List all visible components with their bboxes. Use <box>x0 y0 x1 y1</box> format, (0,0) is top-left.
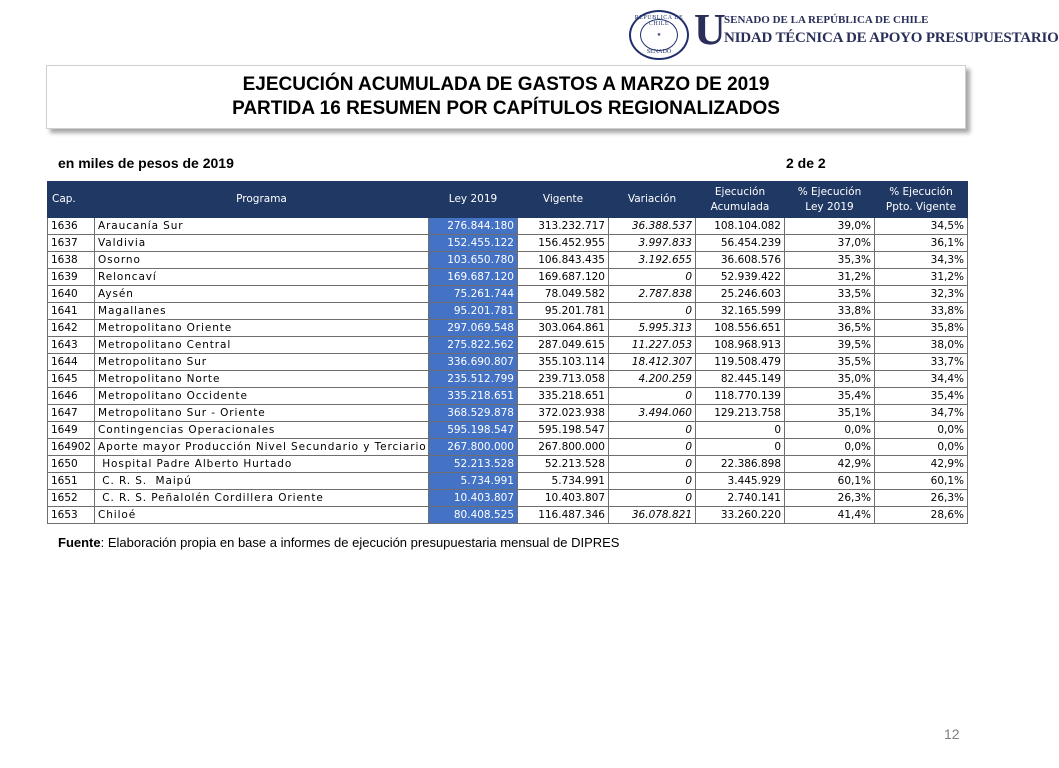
cell-ley: 336.690.807 <box>429 354 518 371</box>
cell-ley: 75.261.744 <box>429 286 518 303</box>
cell-pct-ley: 35,3% <box>785 252 875 269</box>
seal-bottom-text: SENADO <box>646 49 672 55</box>
brand-line-2: NIDAD TÉCNICA DE APOYO PRESUPUESTARIO <box>724 30 1059 46</box>
source-label: Fuente <box>58 535 101 550</box>
cell-vigente: 52.213.528 <box>518 456 609 473</box>
seal-top-text: REPÚBLICA DE CHILE <box>634 15 684 27</box>
cell-programa: Aporte mayor Producción Nivel Secundario y Terciario <box>95 439 429 456</box>
cell-ley: 368.529.878 <box>429 405 518 422</box>
table-body <box>48 218 968 524</box>
cell-vigente: 106.843.435 <box>518 252 609 269</box>
cell-programa: Hospital Padre Alberto Hurtado <box>95 456 429 473</box>
cell-pct-ley: 33,5% <box>785 286 875 303</box>
cell-ejecucion: 118.770.139 <box>696 388 785 405</box>
cell-cap: 1652 <box>48 490 95 507</box>
cell-pct-ley: 35,4% <box>785 388 875 405</box>
cell-ley: 276.844.180 <box>429 218 518 235</box>
cell-pct-ley: 39,5% <box>785 337 875 354</box>
cell-programa: Araucanía Sur <box>95 218 429 235</box>
cell-ejecucion: 108.104.082 <box>696 218 785 235</box>
col-programa-header: Programa <box>95 182 429 218</box>
cell-pct-ley: 35,5% <box>785 354 875 371</box>
units-label: en miles de pesos de 2019 <box>58 155 234 171</box>
cell-ejecucion: 82.445.149 <box>696 371 785 388</box>
table-row <box>48 371 968 388</box>
cell-ley: 5.734.991 <box>429 473 518 490</box>
col-ley-header: Ley 2019 <box>429 182 518 218</box>
cell-vigente: 355.103.114 <box>518 354 609 371</box>
cell-ley: 297.069.548 <box>429 320 518 337</box>
cell-pct-vigente: 34,5% <box>875 218 968 235</box>
cell-pct-vigente: 34,3% <box>875 252 968 269</box>
cell-programa: Metropolitano Sur - Oriente <box>95 405 429 422</box>
cell-variacion: 0 <box>609 269 696 286</box>
cell-pct-vigente: 31,2% <box>875 269 968 286</box>
cell-cap: 1645 <box>48 371 95 388</box>
cell-variacion: 3.997.833 <box>609 235 696 252</box>
table-row <box>48 252 968 269</box>
table-row <box>48 235 968 252</box>
cell-programa: Metropolitano Central <box>95 337 429 354</box>
cell-ley: 152.455.122 <box>429 235 518 252</box>
table-row <box>48 354 968 371</box>
brand-line-1: SENADO DE LA REPÚBLICA DE CHILE <box>724 14 929 26</box>
cell-ejecucion: 22.386.898 <box>696 456 785 473</box>
table-row <box>48 473 968 490</box>
cell-ejecucion: 108.556.651 <box>696 320 785 337</box>
col-pct-vigente-header-line2: Ppto. Vigente <box>885 200 957 213</box>
cell-ley: 10.403.807 <box>429 490 518 507</box>
cell-vigente: 267.800.000 <box>518 439 609 456</box>
cell-ejecucion: 25.246.603 <box>696 286 785 303</box>
cell-programa: Chiloé <box>95 507 429 524</box>
cell-pct-ley: 42,9% <box>785 456 875 473</box>
title-line-2: PARTIDA 16 RESUMEN POR CAPÍTULOS REGIONALIZADOS <box>232 98 780 119</box>
col-ejecucion-header <box>696 182 785 218</box>
cell-cap: 1646 <box>48 388 95 405</box>
cell-variacion: 36.078.821 <box>609 507 696 524</box>
cell-cap: 1649 <box>48 422 95 439</box>
cell-ley: 235.512.799 <box>429 371 518 388</box>
cell-pct-vigente: 36,1% <box>875 235 968 252</box>
cell-cap: 1643 <box>48 337 95 354</box>
senate-seal-logo <box>629 10 689 60</box>
cell-vigente: 287.049.615 <box>518 337 609 354</box>
cell-programa: Reloncaví <box>95 269 429 286</box>
cell-ley: 335.218.651 <box>429 388 518 405</box>
cell-ejecucion: 129.213.758 <box>696 405 785 422</box>
cell-pct-ley: 0,0% <box>785 422 875 439</box>
cell-pct-ley: 26,3% <box>785 490 875 507</box>
cell-variacion: 0 <box>609 303 696 320</box>
cell-ejecucion: 119.508.479 <box>696 354 785 371</box>
cell-vigente: 239.713.058 <box>518 371 609 388</box>
cell-variacion: 0 <box>609 439 696 456</box>
cell-pct-ley: 39,0% <box>785 218 875 235</box>
table-row <box>48 303 968 320</box>
page-indicator: 2 de 2 <box>786 155 826 171</box>
cell-cap: 1644 <box>48 354 95 371</box>
cell-ejecucion: 0 <box>696 439 785 456</box>
cell-programa: C. R. S. Maipú <box>95 473 429 490</box>
title-line-1: EJECUCIÓN ACUMULADA DE GASTOS A MARZO DE 2019 <box>242 74 770 95</box>
cell-vigente: 156.452.955 <box>518 235 609 252</box>
table-row <box>48 422 968 439</box>
cell-programa: Metropolitano Norte <box>95 371 429 388</box>
cell-ejecucion: 3.445.929 <box>696 473 785 490</box>
cell-ley: 595.198.547 <box>429 422 518 439</box>
cell-ejecucion: 32.165.599 <box>696 303 785 320</box>
cell-ejecucion: 36.608.576 <box>696 252 785 269</box>
cell-programa: Metropolitano Occidente <box>95 388 429 405</box>
cell-cap: 1636 <box>48 218 95 235</box>
cell-programa: Valdivia <box>95 235 429 252</box>
cell-variacion: 36.388.537 <box>609 218 696 235</box>
cell-pct-ley: 33,8% <box>785 303 875 320</box>
cell-pct-vigente: 60,1% <box>875 473 968 490</box>
cell-ejecucion: 2.740.141 <box>696 490 785 507</box>
cell-cap: 1639 <box>48 269 95 286</box>
brand-initial: U <box>694 5 726 54</box>
cell-cap: 1653 <box>48 507 95 524</box>
cell-cap: 1650 <box>48 456 95 473</box>
cell-pct-ley: 35,0% <box>785 371 875 388</box>
cell-variacion: 0 <box>609 473 696 490</box>
table-row <box>48 286 968 303</box>
cell-pct-vigente: 35,8% <box>875 320 968 337</box>
col-pct-vigente-header <box>875 182 968 218</box>
cell-ejecucion: 52.939.422 <box>696 269 785 286</box>
col-pct-ley-header <box>785 182 875 218</box>
cell-vigente: 313.232.717 <box>518 218 609 235</box>
col-pct-vigente-header-line1: % Ejecución <box>889 185 953 198</box>
seal-emblem-icon: ★ <box>640 19 678 51</box>
cell-variacion: 3.494.060 <box>609 405 696 422</box>
source-note <box>58 535 619 550</box>
cell-programa: Metropolitano Oriente <box>95 320 429 337</box>
cell-ley: 275.822.562 <box>429 337 518 354</box>
cell-ley: 95.201.781 <box>429 303 518 320</box>
cell-ejecucion: 0 <box>696 422 785 439</box>
cell-pct-ley: 35,1% <box>785 405 875 422</box>
cell-pct-vigente: 35,4% <box>875 388 968 405</box>
cell-pct-vigente: 0,0% <box>875 439 968 456</box>
cell-vigente: 10.403.807 <box>518 490 609 507</box>
cell-vigente: 595.198.547 <box>518 422 609 439</box>
cell-pct-vigente: 33,7% <box>875 354 968 371</box>
col-ejecucion-header-line1: Ejecución <box>714 185 766 198</box>
cell-variacion: 2.787.838 <box>609 286 696 303</box>
cell-variacion: 0 <box>609 490 696 507</box>
cell-pct-vigente: 32,3% <box>875 286 968 303</box>
cell-variacion: 0 <box>609 422 696 439</box>
cell-pct-ley: 37,0% <box>785 235 875 252</box>
cell-pct-vigente: 34,4% <box>875 371 968 388</box>
cell-pct-vigente: 38,0% <box>875 337 968 354</box>
cell-ejecucion: 33.260.220 <box>696 507 785 524</box>
cell-variacion: 18.412.307 <box>609 354 696 371</box>
cell-vigente: 372.023.938 <box>518 405 609 422</box>
cell-vigente: 78.049.582 <box>518 286 609 303</box>
table-row <box>48 507 968 524</box>
cell-variacion: 11.227.053 <box>609 337 696 354</box>
table-row <box>48 218 968 235</box>
cell-pct-ley: 36,5% <box>785 320 875 337</box>
cell-ley: 52.213.528 <box>429 456 518 473</box>
cell-cap: 1641 <box>48 303 95 320</box>
cell-pct-vigente: 28,6% <box>875 507 968 524</box>
cell-pct-ley: 31,2% <box>785 269 875 286</box>
cell-variacion: 0 <box>609 388 696 405</box>
cell-vigente: 95.201.781 <box>518 303 609 320</box>
table-row <box>48 439 968 456</box>
cell-pct-ley: 0,0% <box>785 439 875 456</box>
cell-variacion: 5.995.313 <box>609 320 696 337</box>
cell-pct-ley: 60,1% <box>785 473 875 490</box>
cell-pct-vigente: 0,0% <box>875 422 968 439</box>
cell-cap: 1637 <box>48 235 95 252</box>
source-text: : Elaboración propia en base a informes de ejecución presupuestaria mensual de DIPRES <box>100 535 620 550</box>
table-row <box>48 456 968 473</box>
cell-vigente: 116.487.346 <box>518 507 609 524</box>
cell-cap: 164902 <box>48 439 95 456</box>
cell-variacion: 0 <box>609 456 696 473</box>
col-pct-ley-header-line2: Ley 2019 <box>805 200 854 213</box>
cell-programa: Osorno <box>95 252 429 269</box>
page-number: 12 <box>944 726 960 742</box>
cell-ejecucion: 56.454.239 <box>696 235 785 252</box>
table-row <box>48 337 968 354</box>
cell-programa: Magallanes <box>95 303 429 320</box>
cell-programa: Contingencias Operacionales <box>95 422 429 439</box>
cell-ley: 169.687.120 <box>429 269 518 286</box>
table-row <box>48 320 968 337</box>
budget-table <box>47 181 968 524</box>
cell-vigente: 169.687.120 <box>518 269 609 286</box>
cell-vigente: 335.218.651 <box>518 388 609 405</box>
cell-ley: 103.650.780 <box>429 252 518 269</box>
col-cap-header: Cap. <box>48 182 95 218</box>
cell-pct-vigente: 34,7% <box>875 405 968 422</box>
cell-cap: 1642 <box>48 320 95 337</box>
col-variacion-header: Variación <box>609 182 696 218</box>
cell-vigente: 5.734.991 <box>518 473 609 490</box>
col-vigente-header: Vigente <box>518 182 609 218</box>
cell-ley: 267.800.000 <box>429 439 518 456</box>
cell-variacion: 4.200.259 <box>609 371 696 388</box>
cell-programa: C. R. S. Peñalolén Cordillera Oriente <box>95 490 429 507</box>
cell-ejecucion: 108.968.913 <box>696 337 785 354</box>
table-row <box>48 490 968 507</box>
cell-pct-vigente: 26,3% <box>875 490 968 507</box>
cell-pct-vigente: 42,9% <box>875 456 968 473</box>
table-header-row <box>48 182 968 218</box>
cell-cap: 1640 <box>48 286 95 303</box>
cell-cap: 1647 <box>48 405 95 422</box>
cell-pct-ley: 41,4% <box>785 507 875 524</box>
cell-pct-vigente: 33,8% <box>875 303 968 320</box>
cell-cap: 1638 <box>48 252 95 269</box>
cell-vigente: 303.064.861 <box>518 320 609 337</box>
col-ejecucion-header-line2: Acumulada <box>710 200 770 213</box>
title-box <box>46 65 966 129</box>
cell-variacion: 3.192.655 <box>609 252 696 269</box>
table-row <box>48 269 968 286</box>
table-row <box>48 388 968 405</box>
col-pct-ley-header-line1: % Ejecución <box>797 185 862 198</box>
cell-programa: Aysén <box>95 286 429 303</box>
cell-ley: 80.408.525 <box>429 507 518 524</box>
table-row <box>48 405 968 422</box>
cell-programa: Metropolitano Sur <box>95 354 429 371</box>
cell-cap: 1651 <box>48 473 95 490</box>
